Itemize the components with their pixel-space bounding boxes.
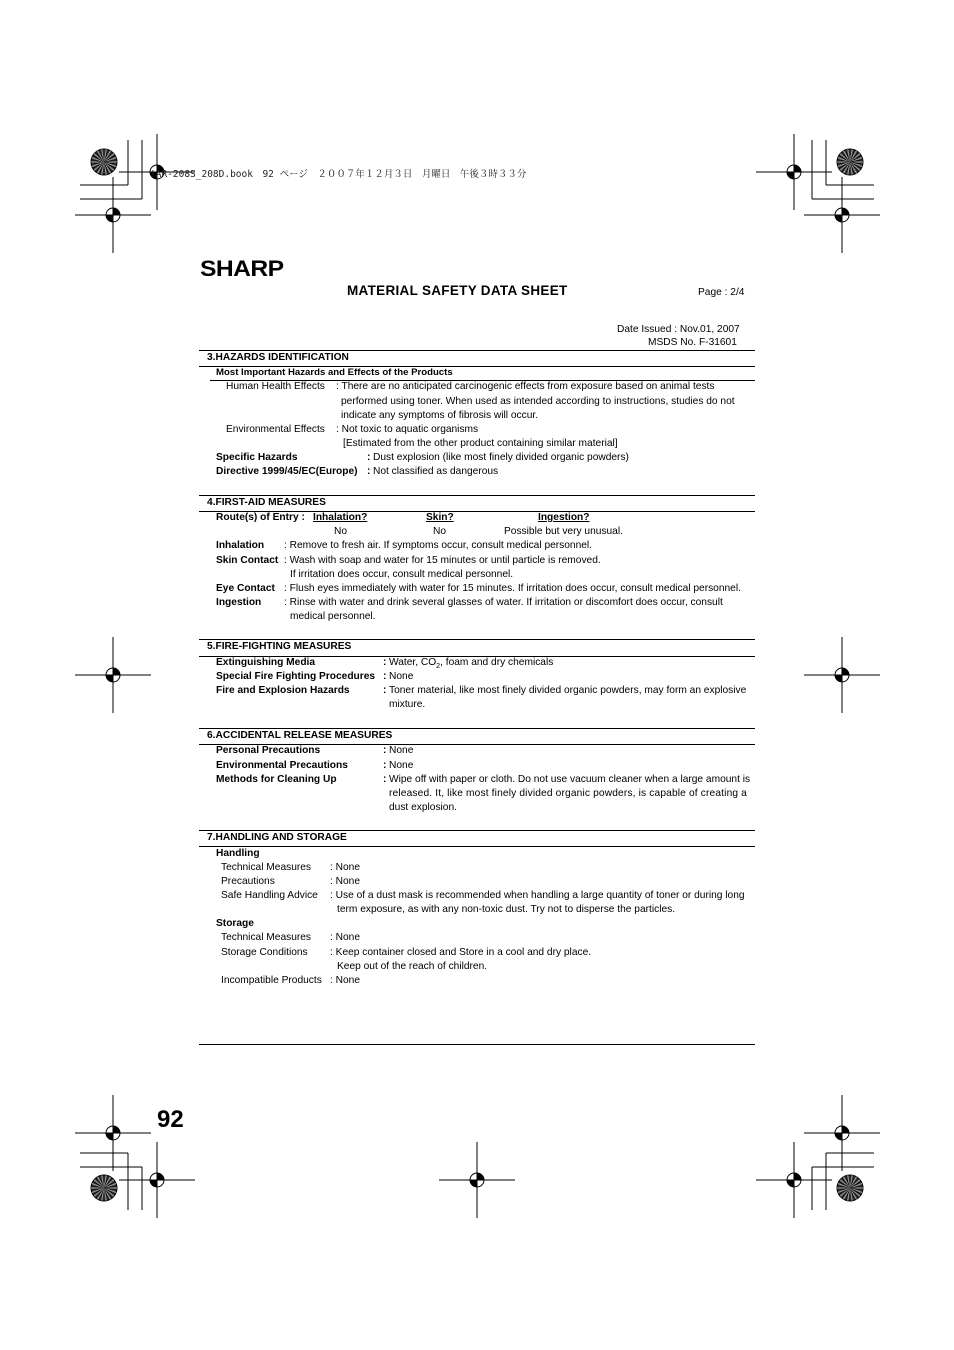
ingestion-value-2: medical personnel.: [290, 611, 376, 622]
environmental-effects-value-1: : Not toxic to aquatic organisms: [336, 424, 479, 435]
personal-precautions-colon: :: [383, 745, 387, 756]
storage-technical-label: Technical Measures: [221, 932, 312, 943]
page-number: 92: [157, 1106, 184, 1133]
environmental-precautions-label: Environmental Precautions: [216, 760, 348, 771]
section-3-subtitle: Most Important Hazards and Effects of the Products: [216, 367, 453, 378]
handling-heading: Handling: [216, 848, 260, 859]
special-procedures-label: Special Fire Fighting Procedures: [216, 671, 376, 682]
skin-contact-value-2: If irritation does occur, consult medical personnel.: [290, 569, 514, 580]
precautions-label: Precautions: [221, 876, 275, 887]
skin-answer: No: [433, 526, 447, 537]
page-indicator: Page : 2/4: [698, 287, 745, 298]
registration-crosshair-icon: [439, 1142, 515, 1218]
starburst-target-icon: [837, 1175, 863, 1201]
sharp-logo: SHARP: [200, 256, 284, 281]
registration-crosshair-icon: [75, 1095, 151, 1171]
human-health-value-3: indicate any symptoms of fibrosis will occur.: [341, 410, 539, 421]
incompatible-products-label: Incompatible Products: [221, 975, 322, 986]
environmental-precautions-colon: :: [383, 760, 387, 771]
skin-contact-label: Skin Contact: [216, 555, 279, 566]
handling-technical-value: : None: [330, 862, 361, 873]
storage-conditions-value-1: : Keep container closed and Store in a cool and dry place.: [330, 947, 592, 958]
column-inhalation: Inhalation?: [313, 512, 368, 523]
registration-crosshair-icon: [119, 1142, 195, 1218]
fire-explosion-value-1: Toner material, like most finely divided organic powders, may form an explosive: [389, 685, 747, 696]
section-6-title: 6.ACCIDENTAL RELEASE MEASURES: [207, 730, 393, 741]
section-7-title: 7.HANDLING AND STORAGE: [207, 832, 347, 843]
registration-crosshair-icon: [756, 1142, 832, 1218]
section-divider: [199, 846, 755, 847]
ingestion-value-1: : Rinse with water and drink several glasses of water. If irritation or discomfort does occur, consult: [284, 597, 723, 608]
starburst-target-icon: [91, 1175, 117, 1201]
specific-hazards-value: Dust explosion (like most finely divided organic powders): [373, 452, 629, 463]
co2-subscript: 2: [436, 663, 441, 671]
handling-technical-label: Technical Measures: [221, 862, 312, 873]
directive-label: Directive 1999/45/EC(Europe): [216, 466, 358, 477]
specific-hazards-colon: :: [367, 452, 371, 463]
directive-value: Not classified as dangerous: [373, 466, 499, 477]
human-health-value-2: performed using toner. When used as intended according to instructions, studies do not: [341, 396, 735, 407]
registration-crosshair-icon: [804, 1095, 880, 1171]
inhalation-value: : Remove to fresh air. If symptoms occur, consult medical personnel.: [284, 540, 593, 551]
column-skin: Skin?: [426, 512, 454, 523]
safe-handling-value-2: term exposure, as with any non-toxic dust. Try not to disperse the particles.: [337, 904, 676, 915]
specific-hazards-label: Specific Hazards: [216, 452, 298, 463]
registration-crosshair-icon: [75, 177, 151, 253]
fire-explosion-colon: :: [383, 685, 387, 696]
personal-precautions-value: None: [389, 745, 414, 756]
date-issued: Date Issued : Nov.01, 2007: [617, 324, 740, 335]
ingestion-answer: Possible but very unusual.: [504, 526, 623, 537]
extinguishing-media-label: Extinguishing Media: [216, 657, 316, 668]
skin-contact-value-1: : Wash with soap and water for 15 minutes or until particle is removed.: [284, 555, 601, 566]
safe-handling-label: Safe Handling Advice: [221, 890, 318, 901]
environmental-effects-label: Environmental Effects: [226, 424, 325, 435]
special-procedures-value: None: [389, 671, 414, 682]
msds-number: MSDS No. F-31601: [648, 337, 737, 348]
cleaning-methods-value-1: Wipe off with paper or cloth. Do not use vacuum cleaner when a large amount is: [389, 774, 751, 785]
cleaning-methods-label: Methods for Cleaning Up: [216, 774, 337, 785]
storage-conditions-label: Storage Conditions: [221, 947, 308, 958]
registration-crosshair-icon: [75, 637, 151, 713]
eye-contact-label: Eye Contact: [216, 583, 275, 594]
storage-heading: Storage: [216, 918, 254, 929]
fire-explosion-value-2: mixture.: [389, 699, 426, 710]
extinguishing-media-colon: :: [383, 657, 387, 668]
safe-handling-value-1: : Use of a dust mask is recommended when handling a large quantity of toner or during long: [330, 890, 745, 901]
section-4-title: 4.FIRST-AID MEASURES: [207, 497, 326, 508]
cleaning-methods-value-3: dust explosion.: [389, 802, 457, 813]
human-health-label: Human Health Effects: [226, 381, 325, 392]
registration-crosshair-icon: [804, 177, 880, 253]
inhalation-label: Inhalation: [216, 540, 265, 551]
human-health-value-1: : There are no anticipated carcinogenic effects from exposure based on animal tests: [336, 381, 715, 392]
storage-technical-value: : None: [330, 932, 361, 943]
eye-contact-value: : Flush eyes immediately with water for 15 minutes. If irritation does occur, consult medical personnel.: [284, 583, 741, 594]
environmental-precautions-value: None: [389, 760, 414, 771]
inhalation-answer: No: [334, 526, 348, 537]
storage-conditions-value-2: Keep out of the reach of children.: [337, 961, 488, 972]
personal-precautions-label: Personal Precautions: [216, 745, 321, 756]
extinguishing-media-text-rest: , foam and dry chemicals: [440, 657, 554, 668]
precautions-value: : None: [330, 876, 361, 887]
registration-crosshair-icon: [804, 637, 880, 713]
footer-divider: [199, 1044, 755, 1045]
cleaning-methods-value-2: released. It, like most finely divided organic powders, is capable of creating a: [389, 788, 747, 799]
starburst-target-icon: [91, 149, 117, 175]
cleaning-methods-colon: :: [383, 774, 387, 785]
document-title: MATERIAL SAFETY DATA SHEET: [347, 283, 568, 298]
directive-colon: :: [367, 466, 371, 477]
ingestion-label: Ingestion: [216, 597, 262, 608]
starburst-target-icon: [837, 149, 863, 175]
fire-explosion-label: Fire and Explosion Hazards: [216, 685, 350, 696]
print-header-line: !AR-208S_208D.book 92 ページ ２００７年１２月３日 月曜日 午後３時３３分: [150, 169, 527, 180]
extinguishing-media-text: Water, CO: [389, 657, 437, 668]
special-procedures-colon: :: [383, 671, 387, 682]
environmental-effects-value-2: [Estimated from the other product containing similar material]: [343, 438, 618, 449]
route-of-entry-label: Route(s) of Entry :: [216, 512, 305, 523]
section-5-title: 5.FIRE-FIGHTING MEASURES: [207, 641, 352, 652]
column-ingestion: Ingestion?: [538, 512, 590, 523]
section-3-title: 3.HAZARDS IDENTIFICATION: [207, 352, 349, 363]
incompatible-products-value: : None: [330, 975, 361, 986]
extinguishing-media-value: [389, 656, 553, 674]
